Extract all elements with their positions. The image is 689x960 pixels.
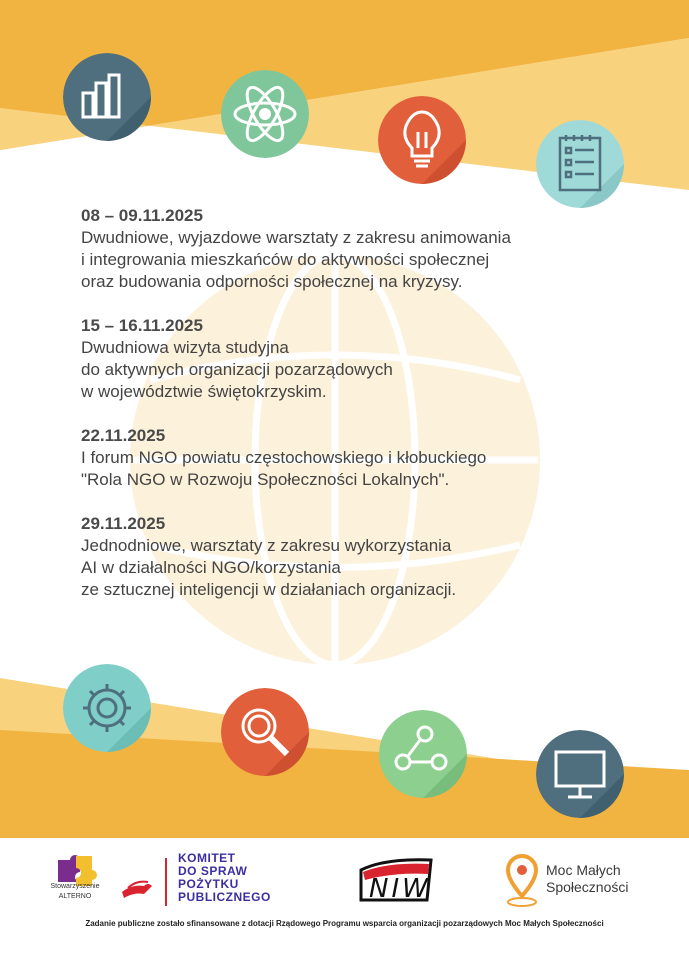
magnifier-icon [221, 688, 309, 776]
event-description-line: I forum NGO powiatu częstochowskiego i kłobuckiego [81, 448, 487, 467]
event-item [81, 205, 621, 293]
event-date: 29.11.2025 [81, 514, 166, 533]
checklist-icon [536, 120, 624, 208]
event-description-line: oraz budowania odporności społecznej na kryzysy. [81, 272, 463, 291]
funding-note: Zadanie publiczne zostało sfinansowane z dotacji Rządowego Programu wsparcia organizacji pozarządowych Moc Małych Społeczności [85, 919, 604, 928]
mms-text [546, 862, 629, 896]
event-description-line: ze sztucznej inteligencji w działaniach organizacji. [81, 580, 457, 599]
event-description-line: do aktywnych organizacji pozarządowych [81, 360, 393, 379]
alterno-label-bottom: ALTERNO [58, 893, 92, 900]
alterno-label-top: Stowarzyszenie [50, 883, 100, 890]
event-description-line: Dwudniowe, wyjazdowe warsztaty z zakresu animowania [81, 228, 511, 247]
event-description-line: Jednodniowe, warsztaty z zakresu wykorzystania [81, 536, 452, 555]
event-item [81, 425, 621, 491]
event-description-line: i integrowania mieszkańców do aktywności społecznej [81, 250, 490, 269]
moc-malych-spolecznosci-logo [502, 852, 652, 908]
komitet-line: POŻYTKU [178, 877, 239, 891]
event-date: 08 – 09.11.2025 [81, 206, 203, 225]
niw-logo [355, 850, 435, 906]
event-description-line: w województwie świętokrzyskim. [81, 382, 327, 401]
footer [0, 838, 689, 960]
event-item [81, 315, 621, 403]
gear-icon [63, 664, 151, 752]
event-date: 22.11.2025 [81, 426, 166, 445]
event-item [81, 513, 621, 601]
event-description-line: AI w działalności NGO/korzystania [81, 558, 341, 577]
monitor-icon [536, 730, 624, 818]
eagle-flag-icon [118, 852, 174, 908]
niw-text: NIW [369, 874, 431, 904]
bar-chart-icon [63, 53, 151, 141]
komitet-line: KOMITET [178, 851, 236, 865]
event-date: 15 – 16.11.2025 [81, 316, 203, 335]
komitet-line: PUBLICZNEGO [178, 890, 271, 904]
event-description-line: "Rola NGO w Rozwoju Społeczności Lokalnych". [81, 470, 450, 489]
location-pin-icon [502, 852, 542, 908]
alterno-logo [40, 852, 110, 922]
komitet-logo [118, 852, 318, 908]
komitet-line: DO SPRAW [178, 864, 248, 878]
lightbulb-icon [378, 96, 466, 184]
mms-line: Moc Małych [546, 862, 621, 878]
komitet-text [178, 852, 271, 904]
event-description-line: Dwudniowa wizyta studyjna [81, 338, 289, 357]
event-list [81, 205, 621, 623]
share-icon [379, 710, 467, 798]
atom-icon [221, 70, 309, 158]
mms-line: Społeczności [546, 879, 629, 895]
